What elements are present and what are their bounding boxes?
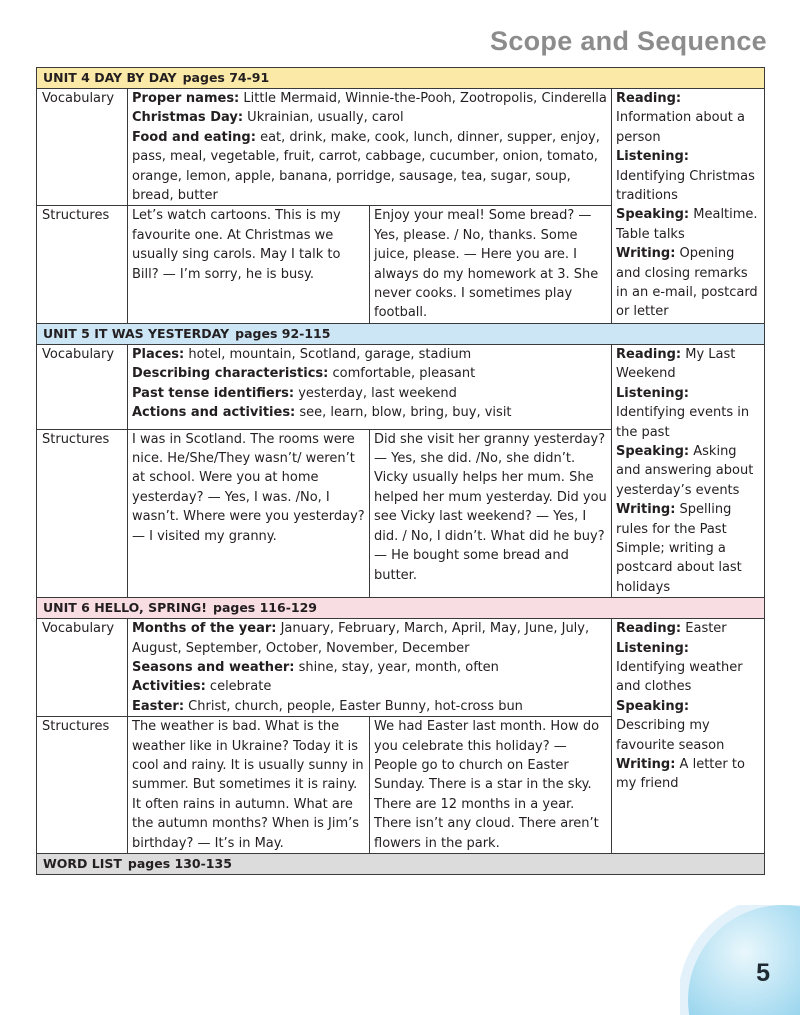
skill-item: Reading: My Last Weekend: [616, 346, 736, 382]
vocabulary-cell: [128, 619, 612, 717]
unit-title: UNIT 6 HELLO, SPRING!: [43, 600, 207, 616]
vocab-item: Actions and activities: see, learn, blow, bring, buy, visit: [132, 405, 512, 421]
corner-bubble-shape: [688, 905, 800, 1015]
structures-cell: We had Easter last month. How do you celebrate this holiday? — People go to church on Easter Sunday. There is a star in the sky. There are 12 months in a year. There isn’t any cloud. There aren’t flowers in the park.: [370, 717, 612, 854]
page-corner-decoration: [680, 905, 800, 1015]
word-list-title: WORD LIST: [43, 856, 122, 872]
skill-item: Writing: A letter to my friend: [616, 757, 745, 792]
structures-cell: Did she visit her granny yesterday? — Yes, she did. /No, she didn’t. Vicky usually helps her mum. She helped her mum yesterday. Did you see Vicky last weekend? — Yes, I did. / No, I didn’t. What did he buy? — He bought some bread and butter.: [370, 429, 612, 598]
vocab-item: Proper names: Little Mermaid, Winnie-the-Pooh, Zootropolis, Cinderella: [132, 91, 607, 106]
skill-item: Speaking: Describing my favourite season: [616, 698, 725, 753]
vocab-item: Places: hotel, mountain, Scotland, garage, stadium: [132, 346, 472, 362]
skill-item: Writing: Spelling rules for the Past Simple; writing a postcard about last holidays: [616, 502, 742, 595]
unit-4-header: [37, 68, 765, 89]
skill-item: Listening: Identifying Christmas traditions: [616, 149, 755, 204]
structures-cell: Enjoy your meal! Some bread? — Yes, please. / No, thanks. Some juice, please. — Here you are. I always do my homework at 3. She never cooks. I sometimes play football.: [370, 206, 612, 323]
vocab-item: Past tense identifiers: yesterday, last weekend: [132, 385, 457, 401]
skill-item: Reading: Easter: [616, 621, 727, 637]
skills-cell: [612, 619, 765, 854]
skill-item: Listening: Identifying events in the past: [616, 385, 750, 440]
skill-item: Listening: Identifying weather and clothes: [616, 640, 743, 695]
vocabulary-cell: [128, 89, 612, 206]
vocab-item: Seasons and weather: shine, stay, year, month, often: [132, 659, 499, 675]
vocab-item: Activities: celebrate: [132, 679, 272, 695]
skill-item: Speaking: Asking and answering about yesterday’s events: [616, 443, 754, 498]
skills-cell: [612, 89, 765, 324]
vocab-item: Christmas Day: Ukrainian, usually, carol: [132, 110, 404, 126]
scope-sequence-table: [36, 67, 765, 875]
unit-6-header: [37, 598, 765, 619]
unit-title: UNIT 5 IT WAS YESTERDAY: [43, 325, 230, 341]
vocab-item: Easter: Christ, church, people, Easter Bunny, hot-cross bun: [132, 698, 523, 714]
vocab-item: Describing characteristics: comfortable, pleasant: [132, 366, 476, 382]
unit-pages: pages 116-129: [213, 600, 317, 616]
structures-cell: The weather is bad. What is the weather like in Ukraine? Today it is cool and rainy. It is usually sunny in summer. But sometimes it is rainy. It often rains in autumn. What are the autumn months? When is Jim’s birthday? — It’s in May.: [128, 717, 370, 854]
row-label: Structures: [37, 429, 128, 598]
page-title: Scope and Sequence: [490, 26, 767, 56]
structures-cell: Let’s watch cartoons. This is my favourite one. At Christmas we usually sing carols. May I talk to Bill? — I’m sorry, he is busy.: [128, 206, 370, 323]
unit-6-vocabulary-row: [37, 619, 765, 717]
unit-4-vocabulary-row: [37, 89, 765, 206]
page-number: 5: [756, 959, 770, 987]
skills-cell: [612, 344, 765, 597]
skill-item: Speaking: Mealtime. Table talks: [616, 207, 758, 242]
unit-pages: pages 74-91: [182, 70, 270, 85]
row-label: Structures: [37, 717, 128, 854]
row-label: Structures: [37, 206, 128, 323]
row-label: Vocabulary: [37, 89, 128, 206]
unit-title: UNIT 4 DAY BY DAY: [43, 70, 177, 85]
row-label: Vocabulary: [37, 619, 128, 717]
skill-item: Reading: Information about a person: [616, 91, 745, 145]
vocab-item: Food and eating: eat, drink, make, cook, lunch, dinner, supper, enjoy, pass, meal, vegetable, fruit, carrot, cabbage, cucumber, onion, tomato, orange, lemon, apple, banana, porridge, sausage, tea, sugar, soup, bread, butter: [132, 129, 600, 204]
vocabulary-cell: [128, 344, 612, 429]
word-list-header: [37, 854, 765, 875]
unit-pages: pages 92-115: [235, 325, 331, 341]
vocab-item: Months of the year: January, February, March, April, May, June, July, August, September, October, November, December: [132, 621, 590, 656]
unit-5-vocabulary-row: [37, 344, 765, 429]
unit-5-header: [37, 323, 765, 344]
row-label: Vocabulary: [37, 344, 128, 429]
skill-item: Writing: Opening and closing remarks in an e-mail, postcard or letter: [616, 246, 758, 320]
structures-cell: I was in Scotland. The rooms were nice. He/She/They wasn’t/ weren’t at school. Were you at home yesterday? — Yes, I was. /No, I wasn’t. Where were you yesterday? — I visited my granny.: [128, 429, 370, 598]
word-list-pages: pages 130-135: [127, 856, 232, 872]
